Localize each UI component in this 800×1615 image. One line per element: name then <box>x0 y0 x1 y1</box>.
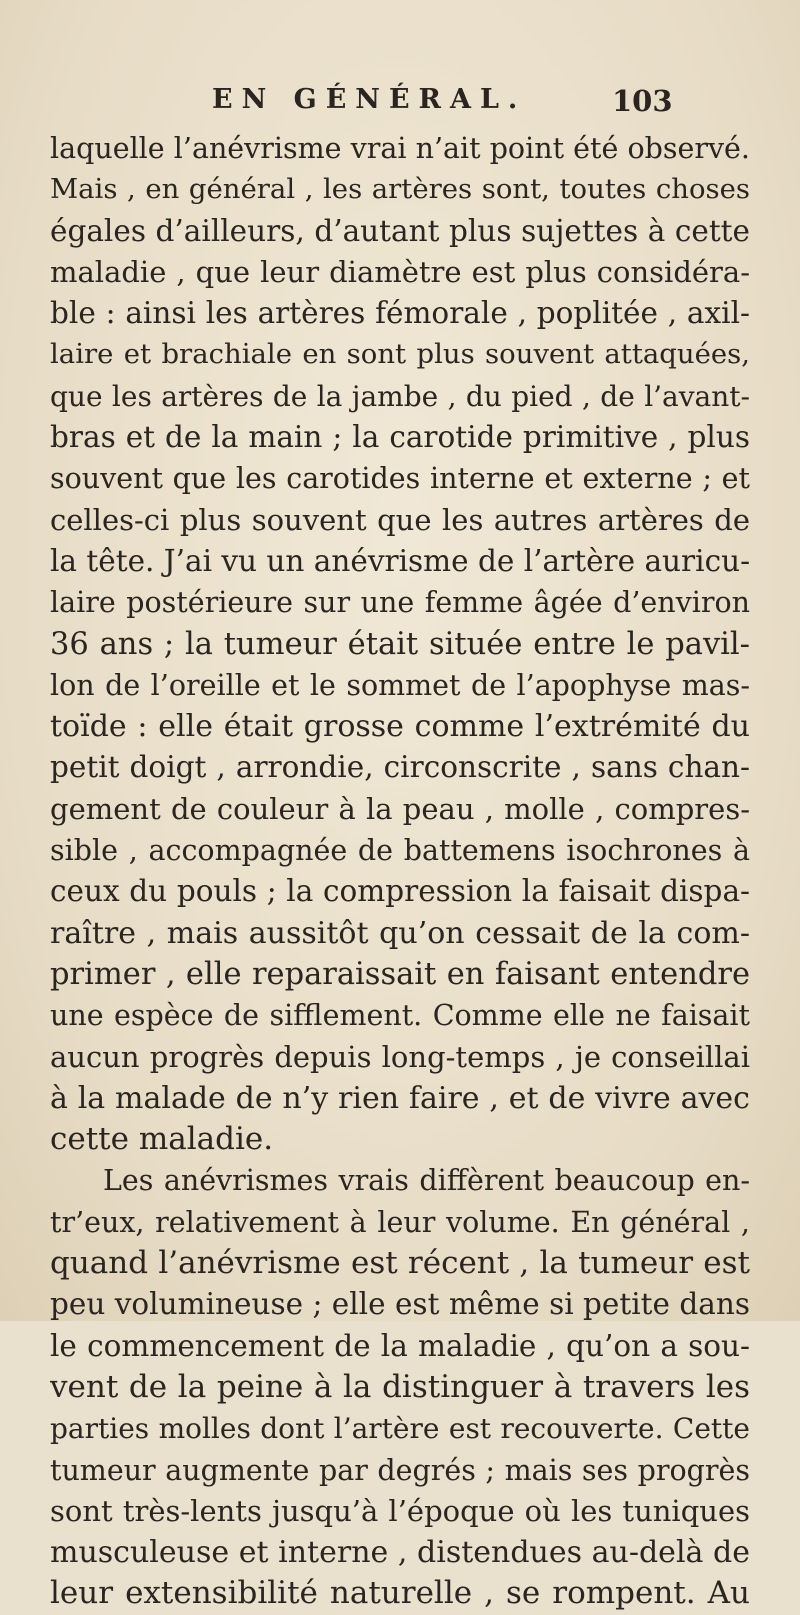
text-line: aucun progrès depuis long-temps , je conseillai <box>50 1039 750 1074</box>
text-line: lon de l’oreille et le sommet de l’apophyse mas- <box>50 668 750 702</box>
text-line: laire et brachiale en sont plus souvent attaquées, <box>50 338 750 371</box>
text-line: que les artères de la jambe , du pied , de l’avant- <box>50 379 750 413</box>
text-line: toïde : elle était grosse comme l’extrémité du <box>50 709 750 745</box>
text-line: sible , accompagnée de battemens isochrones à <box>50 834 750 868</box>
text-line: leur extensibilité naturelle , se rompent. Au <box>50 1575 750 1612</box>
text-line: 36 ans ; la tumeur était située entre le pavil- <box>50 626 750 662</box>
text-line: souvent que les carotides interne et externe ; et <box>50 462 750 496</box>
text-line: la tête. J’ai vu un anévrisme de l’artère auricu- <box>50 543 750 578</box>
text-line: Mais , en général , les artères sont, toutes choses <box>50 173 750 206</box>
text-line: cette maladie. <box>50 1121 274 1158</box>
text-line: laire postérieure sur une femme âgée d’environ <box>50 586 750 620</box>
text-line: bras et de la main ; la carotide primitive , plus <box>50 420 750 455</box>
text-line: une espèce de sifflement. Comme elle ne faisait <box>50 999 750 1033</box>
text-line: raître , mais aussitôt qu’on cessait de la com- <box>50 915 750 951</box>
text-line: musculeuse et interne , distendues au-delà de <box>50 1535 750 1571</box>
text-line: ceux du pouls ; la compression la faisait dispa- <box>50 874 750 909</box>
body-text <box>50 128 750 1615</box>
text-line: maladie , que leur diamètre est plus considéra- <box>50 254 750 289</box>
running-head: EN GÉNÉRAL. <box>212 84 527 115</box>
text-line: gement de couleur à la peau , molle , compres- <box>50 791 750 826</box>
text-line: vent de la peine à la distinguer à travers les <box>50 1368 750 1405</box>
text-line: tumeur augmente par degrés ; mais ses progrès <box>50 1453 750 1487</box>
text-line: primer , elle reparaissait en faisant entendre <box>50 956 750 992</box>
page-header <box>0 84 800 124</box>
text-line: tr’eux, relativement à leur volume. En général , <box>50 1205 750 1239</box>
text-line: parties molles dont l’artère est recouverte. Cette <box>50 1412 750 1446</box>
page-number: 103 <box>612 84 673 118</box>
text-line: le commencement de la maladie , qu’on a sou- <box>50 1328 750 1363</box>
text-line: peu volumineuse ; elle est même si petite dans <box>50 1287 750 1322</box>
text-line: petit doigt , arrondie, circonscrite , sans chan- <box>50 750 750 785</box>
text-line: à la malade de n’y rien faire , et de vivre avec <box>50 1080 750 1116</box>
text-line: Les anévrismes vrais diffèrent beaucoup en- <box>103 1164 750 1198</box>
text-line: sont très-lents jusqu’à l’époque où les tuniques <box>50 1493 750 1528</box>
text-line: quand l’anévrisme est récent , la tumeur est <box>50 1245 750 1282</box>
text-line: laquelle l’anévrisme vrai n’ait point été observé. <box>50 132 750 165</box>
text-line: celles-ci plus souvent que les autres artères de <box>50 502 750 537</box>
text-line: ble : ainsi les artères fémorale , poplitée , axil- <box>50 296 750 331</box>
text-line: égales d’ailleurs, d’autant plus sujettes à cette <box>50 213 750 248</box>
